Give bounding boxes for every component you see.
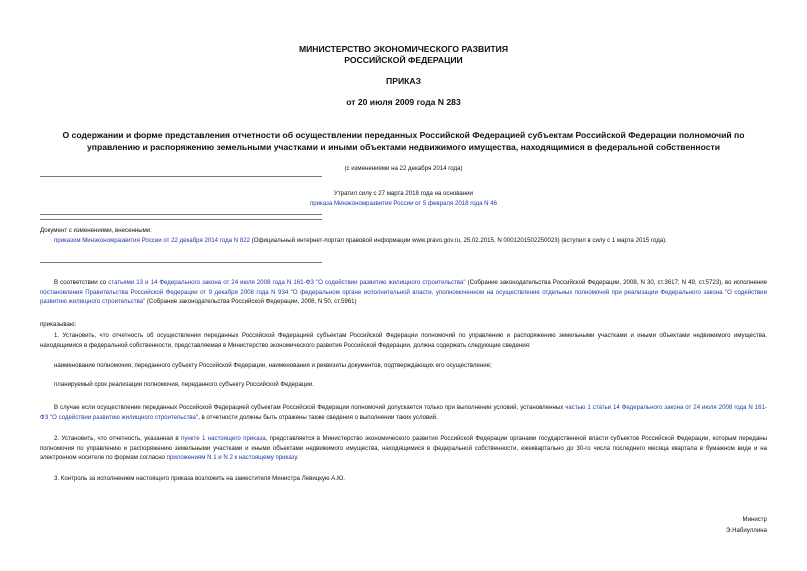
government-resolution-link[interactable]: постановления Правительства Российской Федерации от 9 декабря 2008 года N 934 "О федеральном органе исполнительной власти, уполномоченном на осуществление отдельных полномочий при реализации Федерального закона "О содействии развитию жилищного строительства" [40,288,767,306]
amending-order-link[interactable]: приказом Минэкономразвития России от 22 декабря 2014 года N 822 [54,237,250,244]
divider [40,176,322,177]
document-title-line2: управлению и распоряжению земельными участками и иными объектами недвижимого имущества, находящимися в федеральной собственности [86,142,721,152]
ministry-name-line2: РОССИЙСКОЙ ФЕДЕРАЦИИ [344,55,463,65]
federal-law-link[interactable]: статьями 13 и 14 Федерального закона от 24 июля 2008 года N 161-ФЗ "О содействии развитию жилищного строительства" [108,279,466,286]
changes-details: (Официальный интернет-портал правовой информации www.pravo.gov.ru, 25.02.2015, N 0001201502250023) (вступил в силу с 1 марта 2015 года). [249,237,667,244]
repeal-note: Утратил силу с 27 марта 2018 года на основании [334,190,473,197]
law-article-14-link[interactable]: частью 1 статьи 14 Федерального закона от 24 июля 2008 года N 161-ФЗ "О содействии развитию жилищного строительства" [40,404,767,421]
paragraph-2: 2. Установить, что отчетность, указанная в пункте 1 настоящего приказа, представляется в Министерство экономического развития Российской Федерации органами государственной власти субъектов Российской Федерации, которым переданы полномочия по управлению и распоряжению земельными участками и иными объектами недвижимого имущества, находящимися в федеральной собственности, ежеквартально до 30-го числа последнего месяца квартала в бумажном виде и на электронном носителе по формам согласно приложениям N 1 и N 2 к настоящему приказу. [40,435,767,462]
paragraph-1-link[interactable]: пункте 1 настоящего приказа [181,435,266,442]
changes-intro: Документ с изменениями, внесенными: [40,227,152,234]
ministry-name-line1: МИНИСТЕРСТВО ЭКОНОМИЧЕСКОГО РАЗВИТИЯ [298,44,509,54]
divider [40,214,322,215]
signature-position: Министр [742,516,767,523]
prikazyvayu: приказываю: [40,321,77,328]
paragraph-3: 3. Контроль за исполнением настоящего приказа возложить на заместителя Министра Левицкую А.Ю. [54,475,345,482]
paragraph-1-conditions: В случае если осуществление переданных Российской Федерацией субъектам Российской Федерации полномочий допускается только при выполнении условий, установленных частью 1 статьи 14 Федерального закона от 24 июля 2008 года N 161-ФЗ "О содействии развитию жилищного строительства", в отчетности должны быть отражены также сведения о выполнении таких условий. [40,404,767,421]
appendices-link[interactable]: приложениям N 1 и N 2 к настоящему приказу [166,454,297,462]
paragraph-1-item-a: наименование полномочия, переданного субъекту Российской Федерации, наименования и реквизиты документов, подтверждающих его осуществление; [54,362,492,369]
document-type: ПРИКАЗ [386,76,421,86]
changes-paragraph [40,236,767,246]
paragraph-1-item-b: планируемый срок реализации полномочия, переданного субъекту Российской Федерации. [54,381,314,388]
divider [40,219,322,220]
document-title-line1: О содержании и форме представления отчетности об осуществлении переданных Российской Федерацией субъектам Российской Федерации полномочий по [62,130,745,140]
amendment-note: (с изменениями на 22 декабря 2014 года) [344,165,463,172]
preamble: В соответствии со статьями 13 и 14 Федерального закона от 24 июля 2008 года N 161-ФЗ "О содействии развитию жилищного строительства" (Собрание законодательства Российской Федерации, 2008, N 30, ст.3617; N 49, ст.5723), во исполнение постановления Правительства Российской Федерации от 9 декабря 2008 года N 934 "О федеральном органе исполнительной власти, уполномоченном на осуществление отдельных полномочий при реализации Федерального закона "О содействии развитию жилищного строительства" (Собрание законодательства Российской Федерации, 2008, N 50, ст.5961) [40,279,767,306]
paragraph-1: 1. Установить, что отчетность об осуществлении переданных Российской Федерацией субъектам Российской Федерации полномочий по управлению и распоряжению земельными участками и иными объектами недвижимого имущества, находящимися в федеральной собственности, представляемая в Министерство экономического развития Российской Федерации, должна содержать следующие сведения: [40,332,767,349]
signature-name: Э.Набиуллина [726,527,767,534]
document-date-number: от 20 июля 2009 года N 283 [346,97,461,107]
divider [40,262,322,263]
repeal-order-link[interactable]: приказа Минэкономразвития России от 5 февраля 2018 года N 46 [309,200,498,207]
